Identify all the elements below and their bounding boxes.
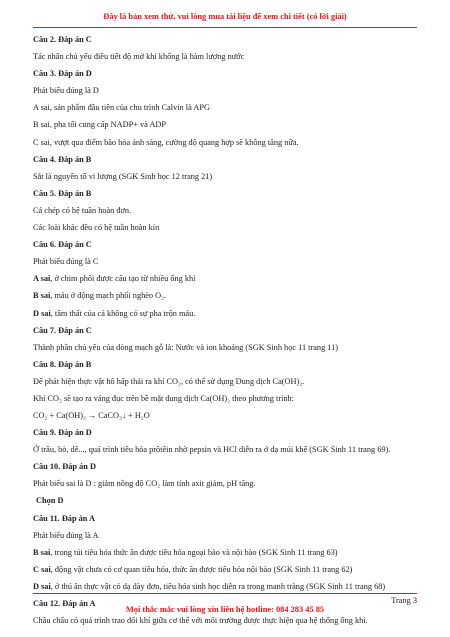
option-label: A sai bbox=[33, 274, 51, 284]
option-text: , ở chim phổi được cấu tạo từ nhiều ống khí bbox=[50, 274, 196, 284]
question-heading: Câu 7. Đáp án C bbox=[33, 325, 92, 335]
text-line: Tác nhân chủ yếu điều tiết độ mở khí khổng là hàm lượng nước bbox=[33, 52, 245, 62]
text-line bbox=[33, 270, 421, 287]
footer-rule bbox=[33, 593, 417, 594]
equation-line: CO₂ + Ca(OH)₂ → CaCO₃↓ + H₂O bbox=[33, 411, 150, 421]
text-line bbox=[33, 544, 421, 561]
option-label: B sai bbox=[33, 547, 51, 557]
option-label: D sai bbox=[33, 581, 51, 591]
option-label: C sai bbox=[33, 564, 51, 574]
question-heading: Câu 6. Đáp án C bbox=[33, 240, 92, 250]
option-label: B sai bbox=[33, 291, 51, 301]
answer-content bbox=[33, 31, 421, 629]
text-line: Thành phần chủ yếu của dòng mạch gỗ là: Nước và ion khoáng (SGK Sinh học 11 trang 11) bbox=[33, 342, 339, 352]
text-line bbox=[33, 561, 421, 578]
text-line: C sai, vượt qua điểm bão hòa ánh sáng, cường độ quang hợp sẽ không tăng nữa. bbox=[33, 137, 299, 147]
text-line: Ở trâu, bò, dê..., quá trình tiêu hóa prôtêin nhờ pepsin và HCl diễn ra ở dạ múi khế (SGK Sinh 11 trang 69). bbox=[33, 445, 391, 455]
text-line: Phát biểu đúng là C bbox=[33, 257, 99, 267]
question-heading: Câu 9. Đáp án D bbox=[33, 428, 92, 438]
text-line bbox=[33, 305, 421, 322]
question-heading: Câu 5. Đáp án B bbox=[33, 188, 92, 198]
text-line: A sai, sản phẩm đầu tiên của chu trình Calvin là APG bbox=[33, 103, 210, 113]
page-number: Trang 3 bbox=[391, 596, 417, 605]
text-line: Các loài khác đều có hệ tuần hoàn kín bbox=[33, 223, 160, 233]
question-heading: Câu 4. Đáp án B bbox=[33, 154, 92, 164]
text-line bbox=[33, 287, 421, 304]
preview-banner: Đây là bản xem thử, vui lòng mua tài liệu để xem chi tiết (có lời giải) bbox=[103, 12, 347, 21]
hotline-banner: Mọi thắc mắc vui lòng xin liên hệ hotline: 084 283 45 85 bbox=[125, 605, 325, 614]
text-line: Châu chấu có quá trình trao đổi khí giữa cơ thể với môi trường được thực hiện qua hệ thống ống khí. bbox=[33, 616, 368, 626]
option-text: , tâm thất của cá không có sự pha trộn máu. bbox=[50, 308, 196, 318]
option-text: , trong túi tiêu hóa thức ăn được tiêu hóa ngoại bào và nội bào (SGK Sinh 11 trang 63) bbox=[50, 547, 338, 557]
header-rule bbox=[33, 27, 417, 28]
text-line: Sắt là nguyên tố vi lượng (SGK Sinh học 12 trang 21) bbox=[33, 171, 213, 181]
text-line: Phát biểu đúng là D bbox=[33, 86, 99, 96]
text-line: Cá chép có hệ tuần hoàn đơn. bbox=[33, 205, 132, 215]
question-heading: Câu 11. Đáp án A bbox=[33, 513, 96, 523]
question-heading: Câu 10. Đáp án D bbox=[33, 462, 96, 472]
text-line: B sai, pha tối cung cấp NADP+ và ADP bbox=[33, 120, 167, 130]
question-heading: Câu 12. Đáp án A bbox=[33, 599, 96, 608]
choose-answer: Chọn D bbox=[36, 496, 64, 506]
option-text: , ở thú ăn thực vật có dạ dày đơn, tiêu hóa sinh học diễn ra trong manh tràng (SGK Sinh 11 trang 68) bbox=[50, 581, 386, 591]
text-line: Phát biểu đúng là A bbox=[33, 530, 99, 540]
text-line: Để phát hiện thực vật hô hấp thải ra khí CO₂, có thể sử dụng Dung dịch Ca(OH)₂. bbox=[33, 376, 305, 386]
option-label: D sai bbox=[33, 308, 51, 318]
option-text: , động vật chưa có cơ quan tiêu hóa, thức ăn được tiêu hóa nội bào (SGK Sinh 11 trang 62) bbox=[50, 564, 353, 574]
option-text: , máu ở động mạch phổi nghèo O₂. bbox=[50, 291, 167, 301]
question-heading: Câu 3. Đáp án D bbox=[33, 69, 92, 79]
question-heading: Câu 8. Đáp án B bbox=[33, 359, 92, 369]
text-line: Phát biểu sai là D : giảm nồng độ CO₂ làm tính axit giảm, pH tăng. bbox=[33, 479, 256, 489]
question-heading: Câu 2. Đáp án C bbox=[33, 35, 92, 44]
text-line: Khí CO₂ sẽ tạo ra váng đục trên bề mặt dung dịch Ca(OH)₂ theo phương trình: bbox=[33, 393, 294, 403]
